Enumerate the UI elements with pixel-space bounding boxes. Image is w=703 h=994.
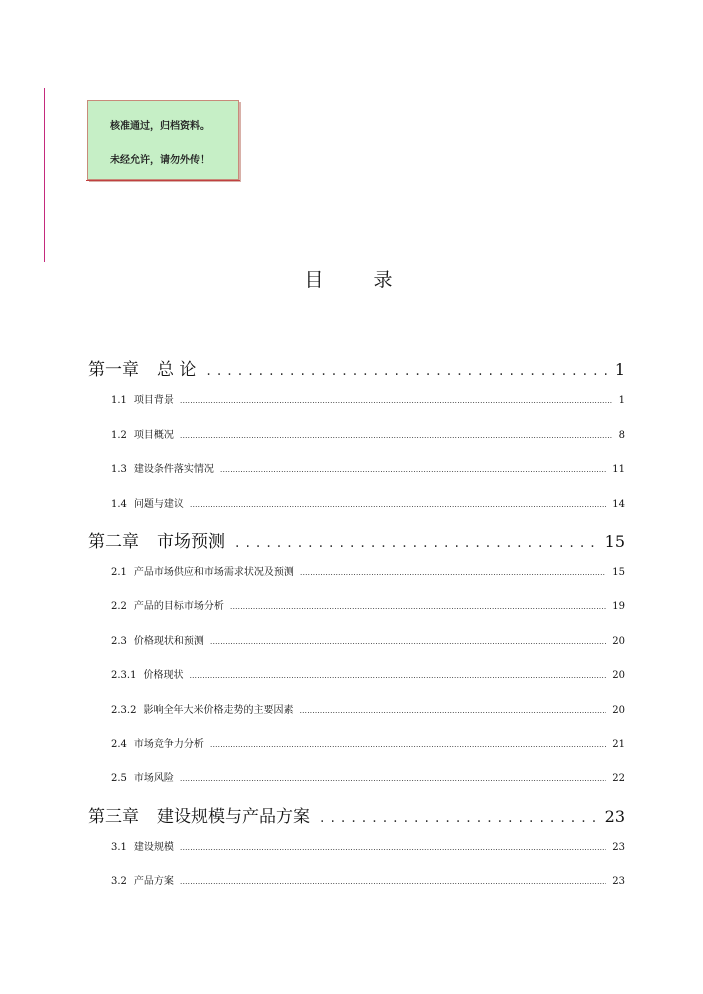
page-number: 20	[612, 636, 625, 647]
chapter-number: 第三章	[88, 807, 139, 827]
section-title: 产品方案	[133, 876, 174, 887]
toc-section-2-5[interactable]	[111, 769, 625, 784]
toc-title: 目 录	[304, 269, 415, 291]
toc-section-1-1[interactable]	[111, 391, 625, 406]
dot-leader	[210, 637, 606, 646]
section-title: 项目概况	[133, 430, 174, 441]
margin-line	[44, 88, 45, 262]
dot-leader	[299, 706, 606, 715]
section-number: 2.4	[111, 739, 127, 750]
page-number: 23	[612, 842, 625, 853]
page-number: 15	[612, 567, 625, 578]
section-number: 3.1	[111, 842, 127, 853]
approval-stamp	[87, 100, 239, 180]
dot-leader	[235, 535, 597, 551]
page-number: 22	[612, 773, 625, 784]
section-title: 产品市场供应和市场需求状况及预测	[133, 567, 294, 578]
toc-section-2-2[interactable]	[111, 597, 625, 612]
dot-leader	[320, 810, 597, 826]
chapter-title: 市场预测	[157, 532, 225, 552]
page-number: 20	[612, 705, 625, 716]
dot-leader	[180, 877, 606, 886]
section-number: 2.1	[111, 567, 127, 578]
dot-leader	[230, 602, 606, 611]
section-number: 1.1	[111, 395, 127, 406]
page-number: 19	[612, 601, 625, 612]
section-number: 1.3	[111, 464, 127, 475]
chapter-title: 建设规模与产品方案	[157, 807, 310, 827]
section-title: 建设条件落实情况	[133, 464, 214, 475]
page-number: 14	[612, 499, 625, 510]
page-number: 15	[604, 532, 625, 551]
stamp-line-1: 核准通过，归档资料。	[110, 121, 210, 132]
toc-section-2-3[interactable]	[111, 632, 625, 647]
dot-leader	[180, 431, 613, 440]
dot-leader	[300, 568, 606, 577]
toc-chapter-3[interactable]	[88, 802, 625, 827]
section-title: 项目背景	[133, 395, 174, 406]
toc-section-2-4[interactable]	[111, 735, 625, 750]
page-number: 1	[614, 360, 625, 379]
stamp-line-2: 未经允许，请勿外传！	[110, 155, 210, 166]
section-number: 2.3.1	[111, 670, 137, 681]
section-number: 2.3.2	[111, 705, 137, 716]
section-number: 2.2	[111, 601, 127, 612]
dot-leader	[180, 774, 606, 783]
dot-leader	[220, 465, 606, 474]
toc-section-2-3-1[interactable]	[111, 666, 625, 681]
section-title: 影响全年大米价格走势的主要因素	[143, 705, 294, 716]
toc-section-1-2[interactable]	[111, 426, 625, 441]
section-number: 1.4	[111, 499, 127, 510]
stamp-underline	[86, 180, 240, 181]
page-number: 20	[612, 670, 625, 681]
chapter-number: 第一章	[88, 360, 139, 380]
section-title: 问题与建议	[133, 499, 184, 510]
toc-section-2-1[interactable]	[111, 563, 625, 578]
toc-section-3-1[interactable]	[111, 838, 625, 853]
dot-leader	[180, 396, 613, 405]
toc-section-1-4[interactable]	[111, 495, 625, 510]
section-title: 市场竞争力分析	[133, 739, 204, 750]
chapter-title: 总 论	[157, 360, 197, 380]
section-title: 价格现状和预测	[133, 636, 204, 647]
dot-leader	[180, 843, 606, 852]
section-number: 2.5	[111, 773, 127, 784]
toc-chapter-1[interactable]	[88, 355, 625, 380]
toc-section-3-2[interactable]	[111, 872, 625, 887]
section-title: 建设规模	[133, 842, 174, 853]
toc-section-1-3[interactable]	[111, 460, 625, 475]
dot-leader	[190, 500, 606, 509]
section-title: 产品的目标市场分析	[133, 601, 224, 612]
section-title: 市场风险	[133, 773, 174, 784]
page-number: 23	[604, 807, 625, 826]
toc-section-2-3-2[interactable]	[111, 701, 625, 716]
section-number: 2.3	[111, 636, 127, 647]
dot-leader	[210, 740, 606, 749]
section-number: 3.2	[111, 876, 127, 887]
chapter-number: 第二章	[88, 532, 139, 552]
toc-chapter-2[interactable]	[88, 527, 625, 552]
dot-leader	[189, 671, 606, 680]
dot-leader	[206, 363, 606, 379]
section-title: 价格现状	[143, 670, 184, 681]
page-number: 21	[612, 739, 625, 750]
section-number: 1.2	[111, 430, 127, 441]
page-number: 23	[612, 876, 625, 887]
page-number: 8	[618, 430, 625, 441]
page-number: 11	[612, 464, 625, 475]
page-number: 1	[618, 395, 625, 406]
